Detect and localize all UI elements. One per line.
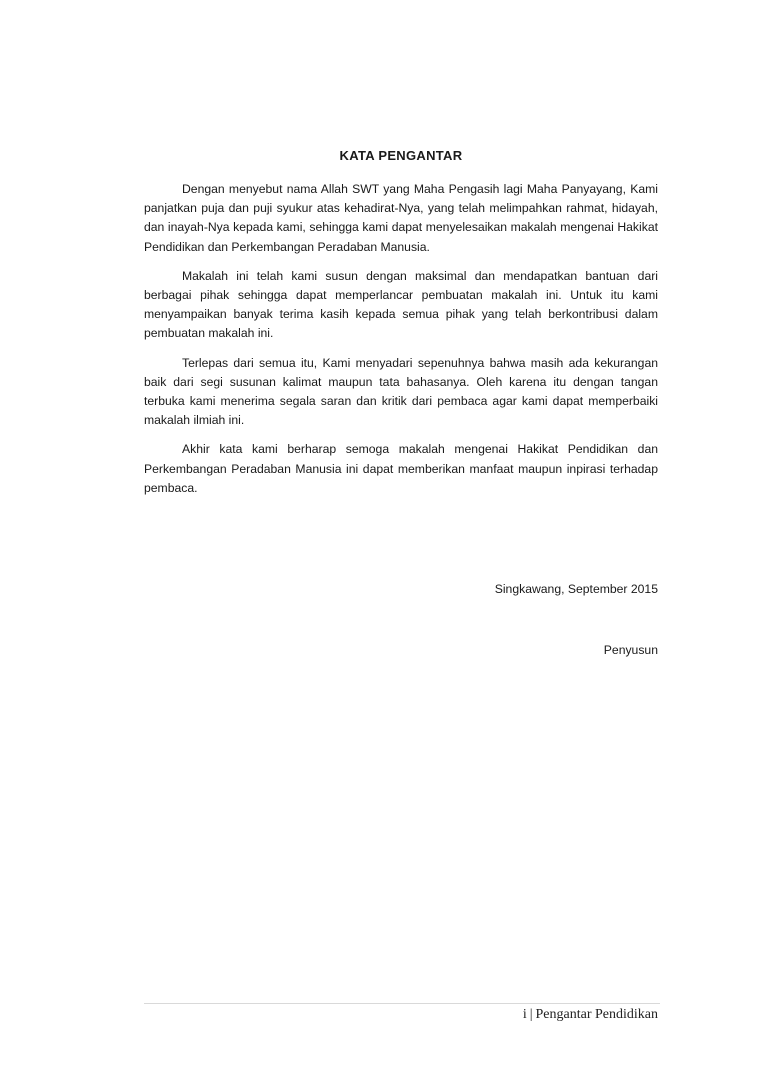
paragraph-4: Akhir kata kami berharap semoga makalah mengenai Hakikat Pendidikan dan Perkembangan Peradaban Manusia ini dapat memberikan manfaat maupun inpirasi terhadap pembaca. <box>144 442 658 495</box>
page-number: i <box>522 1007 527 1022</box>
page-footer <box>523 1007 658 1023</box>
footer-label: Pengantar Pendidikan <box>535 1007 658 1022</box>
paragraph-2: Makalah ini telah kami susun dengan maksimal dan mendapatkan bantuan dari berbagai pihak sehingga dapat memperlancar pembuatan makalah ini. Untuk itu kami menyampaikan banyak terima kasih kepada semua pihak yang telah berkontribusi dalam pembuatan makalah ini. <box>144 268 658 341</box>
document-body <box>144 148 658 508</box>
paragraph-1: Dengan menyebut nama Allah SWT yang Maha Pengasih lagi Maha Panyayang, Kami panjatkan puja dan puji syukur atas kehadirat-Nya, yang telah melimpahkan rahmat, hidayah, dan inayah-Nya kepada kami, sehingga kami dapat menyelesaikan makalah mengenai Hakikat Pendidikan dan Perkembangan Peradaban Manusia. <box>144 182 658 254</box>
place-date: Singkawang, September 2015 <box>494 582 658 596</box>
author-signature: Penyusun <box>603 643 658 657</box>
paragraph-3: Terlepas dari semua itu, Kami menyadari sepenuhnya bahwa masih ada kekurangan baik dari segi susunan kalimat maupun tata bahasanya. Oleh karena itu dengan tangan terbuka kami menerima segala saran dan kritik dari pembaca agar kami dapat memperbaiki makalah ilmiah ini. <box>144 355 658 428</box>
page-title: KATA PENGANTAR <box>339 148 463 163</box>
footer-separator: | <box>529 1007 533 1022</box>
footer-divider <box>144 1003 660 1004</box>
